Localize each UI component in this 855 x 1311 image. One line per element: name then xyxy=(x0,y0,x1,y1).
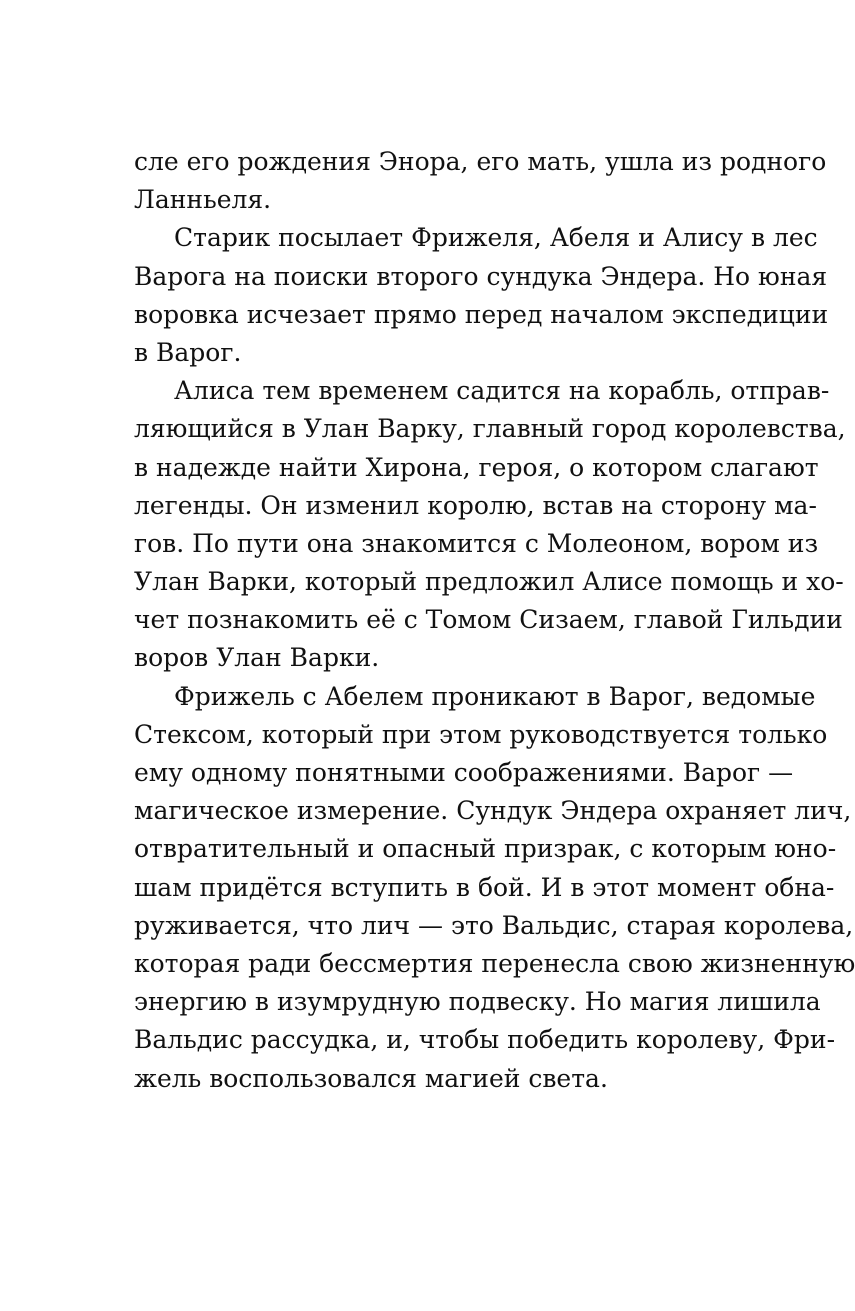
body-text xyxy=(134,143,855,1098)
text-line: легенды. Он изменил королю, встав на сторону ма- xyxy=(134,490,817,520)
text-line: чет познакомить её с Томом Сизаем, главой Гильдии xyxy=(134,605,843,635)
text-line: энергию в изумрудную подвеску. Но магия лишила xyxy=(134,987,821,1017)
paragraph xyxy=(134,678,855,1098)
text-line: ему одному понятными соображениями. Варог — xyxy=(134,758,794,787)
text-line: Улан Варки, который предложил Алисе помощь и хо- xyxy=(134,567,844,597)
text-line: гов. По пути она знакомится с Молеоном, вором из xyxy=(134,528,819,558)
text-line: Стексом, который при этом руководствуется только xyxy=(134,719,828,749)
text-line: Фрижель с Абелем проникают в Варог, ведомые xyxy=(174,681,816,711)
text-line: магическое измерение. Сундук Эндера охраняет лич, xyxy=(134,796,852,826)
paragraph xyxy=(134,143,827,219)
paragraph xyxy=(134,219,829,372)
text-line: Варога на поиски второго сундука Эндера. Но юная xyxy=(134,261,828,291)
text-line: жель воспользовался магией света. xyxy=(134,1063,608,1093)
text-line: в Варог. xyxy=(134,337,242,367)
text-line: Вальдис рассудка, и, чтобы победить королеву, Фри- xyxy=(134,1025,836,1055)
text-line: которая ради бессмертия перенесла свою жизненную xyxy=(134,948,855,978)
text-line: ляющийся в Улан Варку, главный город королевства, xyxy=(134,414,846,444)
text-line: Алиса тем временем садится на корабль, отправ- xyxy=(174,376,830,406)
text-line: отвратительный и опасный призрак, с которым юно- xyxy=(134,834,837,864)
text-line: Ланньеля. xyxy=(134,185,272,215)
text-line: Старик посылает Фрижеля, Абеля и Алису в лес xyxy=(174,223,818,253)
text-line: в надежде найти Хирона, героя, о котором слагают xyxy=(134,452,819,482)
text-line: шам придётся вступить в бой. И в этот момент обна- xyxy=(134,872,835,902)
text-line: воров Улан Варки. xyxy=(134,643,380,673)
paragraph xyxy=(134,372,846,678)
text-line: сле его рождения Энора, его мать, ушла из родного xyxy=(134,147,827,176)
text-line: воровка исчезает прямо перед началом экспедиции xyxy=(134,299,829,329)
text-line: руживается, что лич — это Вальдис, старая королева, xyxy=(134,910,854,940)
